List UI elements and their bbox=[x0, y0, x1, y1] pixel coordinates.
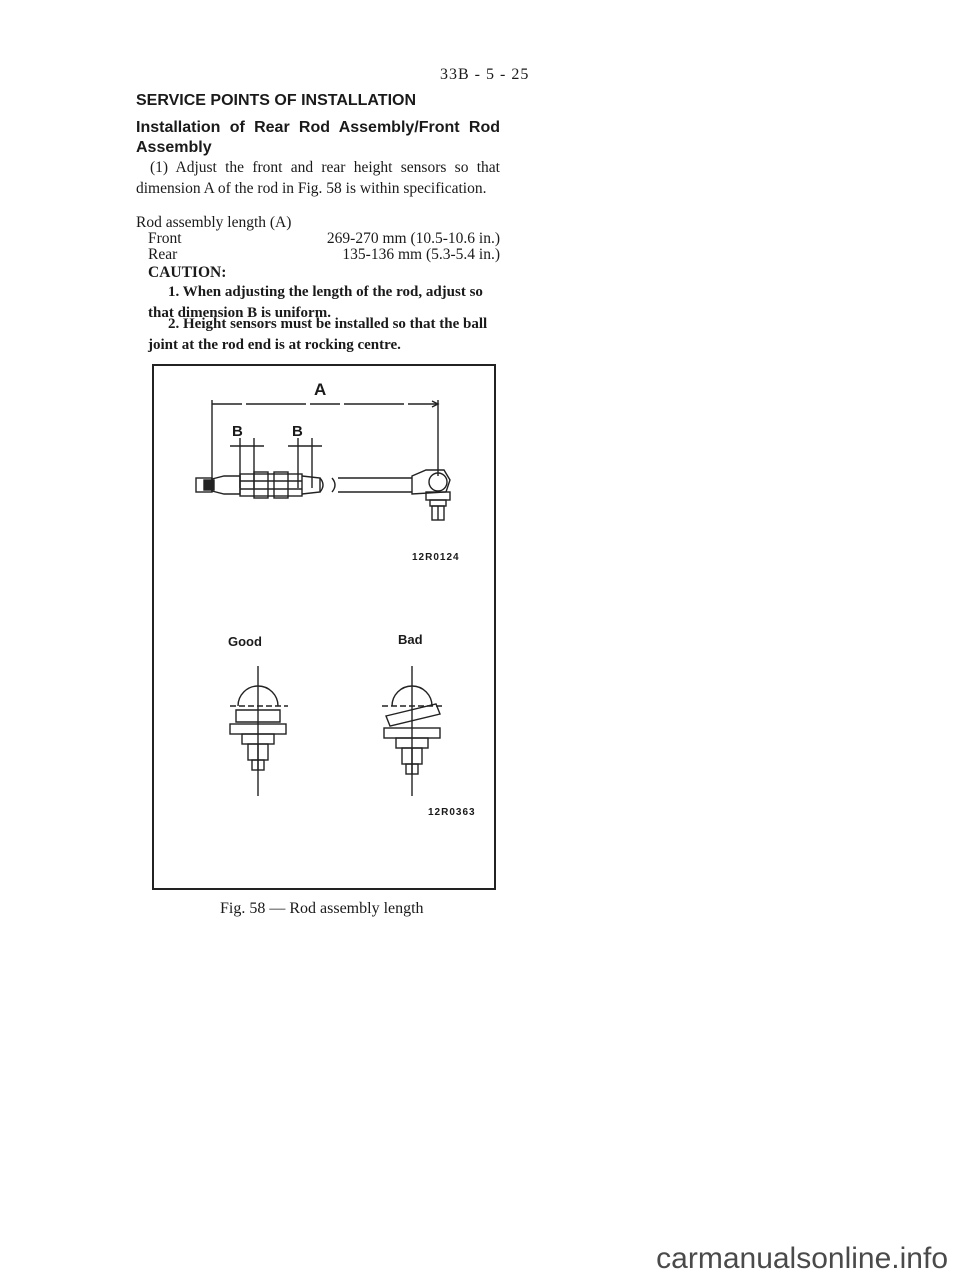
good-label: Good bbox=[228, 634, 262, 649]
figure-code: 12R0124 bbox=[412, 552, 460, 563]
spec-value: 135-136 mm (5.3-5.4 in.) bbox=[342, 246, 500, 263]
bad-label: Bad bbox=[398, 632, 423, 647]
caution-item-1: 1. When adjusting the length of the rod, adjust so that dimension B is uniform. bbox=[148, 284, 483, 321]
page-number: 33B - 5 - 25 bbox=[440, 66, 530, 83]
spec-value: 269-270 mm (10.5-10.6 in.) bbox=[326, 230, 500, 247]
spec-label: Front bbox=[148, 230, 182, 247]
figure-caption: Fig. 58 — Rod assembly length bbox=[220, 900, 424, 917]
caution-label: CAUTION: bbox=[148, 264, 227, 281]
spec-label: Rear bbox=[148, 246, 178, 263]
caution-item-2: 2. Height sensors must be installed so that the ball joint at the rod end is at rocking centre. bbox=[148, 316, 488, 353]
sub-heading: Installation of Rear Rod Assembly/Front Rod Assembly bbox=[136, 119, 500, 156]
step-1-text: (1) Adjust the front and rear height sensors so that dimension A of the rod in Fig. 58 is within specification. bbox=[136, 159, 500, 197]
figure-code: 12R0363 bbox=[428, 807, 476, 818]
dimension-b-label: B bbox=[232, 423, 243, 440]
watermark: carmanualsonline.info bbox=[656, 1242, 948, 1275]
dimension-a-label: A bbox=[314, 380, 327, 399]
section-title: SERVICE POINTS OF INSTALLATION bbox=[136, 92, 417, 109]
dimension-b-label: B bbox=[292, 423, 303, 440]
spec-title: Rod assembly length (A) bbox=[136, 214, 292, 231]
